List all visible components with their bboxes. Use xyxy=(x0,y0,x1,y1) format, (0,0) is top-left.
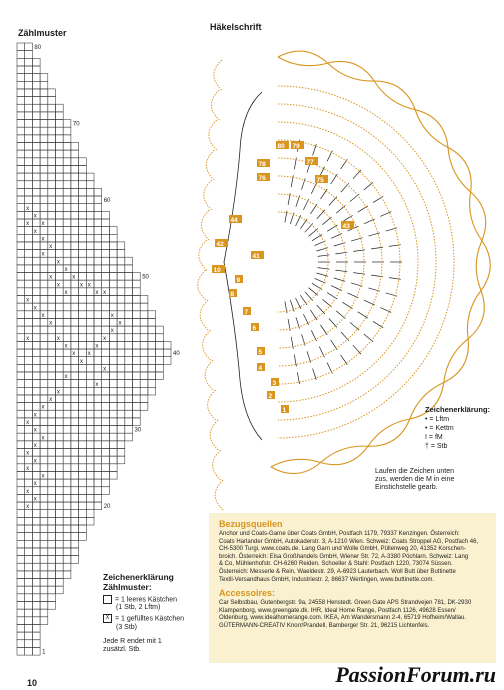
double-crochet-mark xyxy=(303,314,308,325)
legend-empty-box-text: = 1 leeres Kästchen xyxy=(115,596,178,604)
filled-cell-mark: x xyxy=(56,259,60,266)
slip-stitch-icon: • xyxy=(425,425,428,432)
watermark: PassionForum.ru xyxy=(335,662,496,687)
filled-cell-mark: x xyxy=(33,427,37,434)
scallop-inner-arc xyxy=(271,459,321,467)
scallop-inner-arc xyxy=(278,57,328,66)
chain-arc xyxy=(278,194,346,330)
scallop-inner-arc xyxy=(448,147,471,192)
round-number: 8 xyxy=(230,291,235,298)
scallop-inner-arc xyxy=(444,339,468,383)
accessoires-line: Car Selbstbau, Gutenbergstr. 9a, 24558 Henstedt. Green Gate APS Strandvejen 781, DK-2930 xyxy=(219,600,472,607)
bezugsquellen-line: Anchor und Coats-Garne über Coats GmbH, Postfach 1179, 79337 Kenzingen. Österreich: xyxy=(219,531,460,537)
double-crochet-mark xyxy=(322,217,331,225)
scallop-arc xyxy=(481,241,490,291)
legend-dc-text: = Stb xyxy=(430,443,448,450)
row-number-label: 70 xyxy=(72,121,80,128)
filled-cell-mark: x xyxy=(110,328,114,335)
filled-cell-mark: x xyxy=(26,335,30,342)
filled-cell-mark: x xyxy=(33,213,37,220)
double-crochet-mark xyxy=(343,215,353,221)
crochet-note-2: zus, werden die M in eine xyxy=(375,476,455,483)
round-number: 3 xyxy=(272,380,277,387)
petal-arc xyxy=(214,60,222,90)
double-crochet-mark xyxy=(317,210,325,219)
row-number-label: 60 xyxy=(103,198,111,204)
bezugsquellen-line: Textil-Versandhaus GmbH, Industriestr. 2, 86637 Wertingen, www.buttinette.com. xyxy=(219,576,434,583)
filled-cell-mark: x xyxy=(64,289,68,296)
filled-cell-mark: x xyxy=(95,343,99,350)
scallop-arc xyxy=(448,147,471,192)
crochet-note-3: Einstichstelle gearb. xyxy=(375,484,438,491)
scallop-arc xyxy=(415,110,448,148)
counting-chart-title: Zählmuster xyxy=(18,28,67,38)
bezugsquellen-line: broich. Österreich: Elsa Großhandels GmbH, Wiener Str. 72, A-3380 Pöchlarn. Schweiz: Lang xyxy=(219,553,469,560)
petal-arc xyxy=(209,120,217,150)
filled-cell-mark: x xyxy=(56,389,60,396)
filled-cell-mark: x xyxy=(33,412,37,419)
filled-cell-mark: x xyxy=(33,481,37,488)
legend-dc xyxy=(425,442,501,451)
round-number: 42 xyxy=(216,241,224,248)
round-number: 80 xyxy=(277,143,285,150)
double-crochet-mark xyxy=(341,355,348,365)
double-crochet-mark xyxy=(353,345,361,354)
petal-arc xyxy=(200,300,208,330)
scallop-arc xyxy=(444,339,469,383)
double-crochet-mark xyxy=(364,300,375,305)
round-number: 7 xyxy=(244,309,249,316)
petal-arc xyxy=(213,450,221,480)
accessoires-line: Klampenborg, www.greengate.dk. IHR, Ideal Home Range, Postfach 1126, 49628 Essen/ xyxy=(219,607,456,614)
filled-cell-mark: x xyxy=(64,343,68,350)
double-crochet-mark xyxy=(321,189,328,199)
stitch-columns xyxy=(285,140,402,384)
double-crochet-mark xyxy=(373,321,383,327)
double-crochet-mark xyxy=(327,225,337,231)
round-number: 79 xyxy=(292,143,300,150)
scallop-arc xyxy=(271,463,321,474)
legend-note-2: zusätzl. Stb. xyxy=(103,645,142,653)
crochet-note xyxy=(375,468,500,492)
scallop-inner-arc xyxy=(476,241,482,291)
legend-sc xyxy=(425,433,501,442)
filled-cell-mark: x xyxy=(118,320,122,327)
petal-arc xyxy=(198,270,206,300)
accessoires-heading: Accessoires: xyxy=(219,588,276,599)
crochet-note-1: Laufen die Zeichen unten xyxy=(375,468,455,475)
bezugsquellen-heading: Bezugsquellen xyxy=(219,519,283,529)
double-crochet-mark xyxy=(331,174,338,184)
filled-cell-mark: x xyxy=(26,450,30,457)
double-crochet-mark xyxy=(288,193,290,205)
round-number: 78 xyxy=(258,161,266,168)
chain-icon: • xyxy=(425,416,428,423)
crochet-legend-title: Zeichenerklärung: xyxy=(425,405,491,414)
filled-cell-mark: x xyxy=(41,473,45,480)
row-number-label: 30 xyxy=(134,427,142,434)
double-crochet-mark xyxy=(353,170,361,179)
petal-arc xyxy=(205,360,213,390)
scallop-inner-arc xyxy=(470,192,482,241)
petal-arc xyxy=(206,150,214,180)
filled-cell-mark: x xyxy=(72,351,76,358)
legend-chain xyxy=(425,415,501,424)
filled-cell-mark: x xyxy=(49,274,53,281)
single-crochet-icon: I xyxy=(425,434,427,441)
filled-cell-mark: x xyxy=(87,351,91,358)
double-crochet-mark xyxy=(364,219,375,224)
round-number: 1 xyxy=(282,407,287,414)
round-number: 10 xyxy=(213,267,221,274)
double-crochet-mark xyxy=(309,288,318,296)
filled-cell-mark: x xyxy=(72,274,76,281)
filled-cell-mark: x xyxy=(56,335,60,342)
filled-cell-mark: x xyxy=(26,297,30,304)
legend-note-1: Jede R endet mit 1 xyxy=(103,637,162,645)
filled-cell-mark: x xyxy=(103,366,107,373)
accessoires-text xyxy=(219,600,496,630)
double-crochet-mark xyxy=(312,234,322,240)
petal-arc xyxy=(201,210,209,240)
double-crochet-mark xyxy=(310,310,317,320)
double-crochet-mark xyxy=(371,247,383,249)
bezugsquellen-line: Österreich: Messerle & Rein, Waeldestr. 29, A-6923 Lauterbach. Woll Butt über Buttinette xyxy=(219,568,456,575)
double-crochet-mark xyxy=(336,311,345,319)
filled-cell-mark: x xyxy=(56,282,60,289)
row-number-label: 1 xyxy=(42,649,46,656)
filled-cell-mark: x xyxy=(26,488,30,495)
filled-cell-mark: x xyxy=(26,420,30,426)
legend-sc-text: = fM xyxy=(428,434,443,441)
round-number: 75 xyxy=(316,177,324,184)
counting-legend-title: Zeichenerklärung xyxy=(103,572,174,582)
row-number-label: 50 xyxy=(142,274,149,281)
legend-slip-text: = Kettm xyxy=(429,425,454,432)
legend-empty-box-sub: (1 Stb, 2 Lftm) xyxy=(116,604,161,612)
filled-cell-mark: x xyxy=(41,236,45,243)
round-number: 77 xyxy=(306,159,314,166)
scallop-inner-arc xyxy=(415,110,448,148)
crochet-chart-title: Häkelschrift xyxy=(210,22,262,32)
row-number-label: 20 xyxy=(103,504,111,510)
legend-filled-box-sub: (3 Stb) xyxy=(116,623,138,631)
counting-legend-subtitle: Zählmuster: xyxy=(103,582,152,592)
scallop-arc xyxy=(374,81,415,110)
filled-cell-mark: x xyxy=(110,312,114,319)
round-number: 41 xyxy=(252,253,260,260)
edge-petals xyxy=(198,60,224,510)
filled-cell-mark: x xyxy=(41,435,45,442)
double-crochet-mark xyxy=(300,219,307,229)
round-number: 2 xyxy=(268,393,273,400)
double-crochet-mark xyxy=(329,197,337,206)
row-number-label: 80 xyxy=(34,45,42,51)
filled-cell-mark: x xyxy=(49,244,53,251)
filled-cell-mark: x xyxy=(103,289,107,296)
petal-arc xyxy=(204,180,212,210)
filled-cell-mark: x xyxy=(80,358,83,365)
legend-filled-box-text: = 1 gefülltes Kästchen xyxy=(115,615,185,623)
filled-cell-mark: x xyxy=(26,205,30,212)
petal-arc xyxy=(208,390,216,420)
filled-box-icon: X xyxy=(103,614,112,623)
petal-arc xyxy=(215,480,223,510)
filled-cell-mark: x xyxy=(33,228,37,235)
double-crochet-mark xyxy=(321,325,328,335)
double-crochet-mark xyxy=(296,215,301,226)
filled-cell-mark: x xyxy=(80,282,83,289)
round-number: 44 xyxy=(230,217,238,224)
filled-cell-mark: x xyxy=(41,312,45,319)
filled-cell-mark: x xyxy=(33,305,37,312)
filled-cell-mark: x xyxy=(87,282,91,289)
double-crochet-mark xyxy=(350,322,359,330)
double-crochet-mark xyxy=(353,273,365,275)
filled-cell-mark: x xyxy=(33,496,37,503)
scallop-inner-arc xyxy=(467,291,481,339)
filled-cell-mark: x xyxy=(26,221,30,228)
petal-arc xyxy=(210,420,218,450)
filled-cell-mark: x xyxy=(41,221,45,228)
scallop-arc xyxy=(471,192,486,241)
doily-center-outline xyxy=(224,92,262,440)
double-crochet-icon: † xyxy=(425,443,429,450)
filled-cell-mark: x xyxy=(33,442,37,449)
filled-cell-mark: x xyxy=(103,335,107,342)
double-crochet-mark xyxy=(336,205,345,213)
legend-slip xyxy=(425,424,501,433)
filled-cell-mark: x xyxy=(64,267,68,273)
bezugsquellen-text xyxy=(219,531,496,584)
row-number-label: 40 xyxy=(173,351,180,357)
scallop-arc xyxy=(368,419,410,446)
petal-arc xyxy=(203,330,211,360)
double-crochet-mark xyxy=(343,302,353,308)
double-crochet-mark xyxy=(329,319,337,328)
bezugsquellen-line: & Co, Mühlenhofstr. CH-6260 Reiden. Schoeller & Stahl: Postfach 1220, 73074 Süssen. xyxy=(219,561,453,568)
double-crochet-mark xyxy=(311,330,316,341)
filled-cell-mark: x xyxy=(95,381,99,388)
filled-cell-mark: x xyxy=(26,504,30,511)
double-crochet-mark xyxy=(358,312,368,318)
accessoires-line: Oldenburg, www.idealhomerange.com. IKEA, Am Wandersmann 2-4, 65719 Hofheim/Wallau. xyxy=(219,615,467,622)
legend-chain-text: = Lftm xyxy=(429,416,450,423)
round-number: 6 xyxy=(252,325,257,332)
double-crochet-mark xyxy=(309,229,318,237)
round-number: 4 xyxy=(258,365,263,372)
round-number: 9 xyxy=(236,277,241,284)
filled-cell-mark: x xyxy=(49,320,53,327)
petal-arc xyxy=(199,240,207,270)
petal-arc xyxy=(211,90,219,120)
crochet-legend xyxy=(425,405,501,451)
bezugsquellen-line: CH-5300 Turgi, www.coats.de. Lang Garn und Wolle GmbH, Püllenweg 20, 41352 Korschen- xyxy=(219,546,466,553)
filled-cell-mark: x xyxy=(41,404,45,411)
filled-cell-mark: x xyxy=(95,289,99,296)
page-number: 10 xyxy=(27,678,38,688)
double-crochet-mark xyxy=(296,298,301,309)
bezugsquellen-line: Coats Harlander GmbH, Autokaderstr. 3, A-1210 Wien. Schweiz: Coats Stroppel AG, Postfach 46, xyxy=(219,538,479,545)
filled-cell-mark: x xyxy=(26,465,30,472)
round-number: 5 xyxy=(258,349,263,356)
round-number: 76 xyxy=(258,175,266,182)
filled-cell-mark: x xyxy=(64,374,68,381)
accessoires-line: GÜTERMANN-CREATIV Knorr/Prandell, Bamberger Str. 21, 96215 Lichtenfels. xyxy=(219,622,430,629)
filled-cell-mark: x xyxy=(49,397,53,404)
sources-panel xyxy=(209,513,496,663)
round-number: 43 xyxy=(342,223,350,230)
filled-cell-mark: x xyxy=(41,251,45,258)
filled-cell-mark: x xyxy=(33,458,37,465)
